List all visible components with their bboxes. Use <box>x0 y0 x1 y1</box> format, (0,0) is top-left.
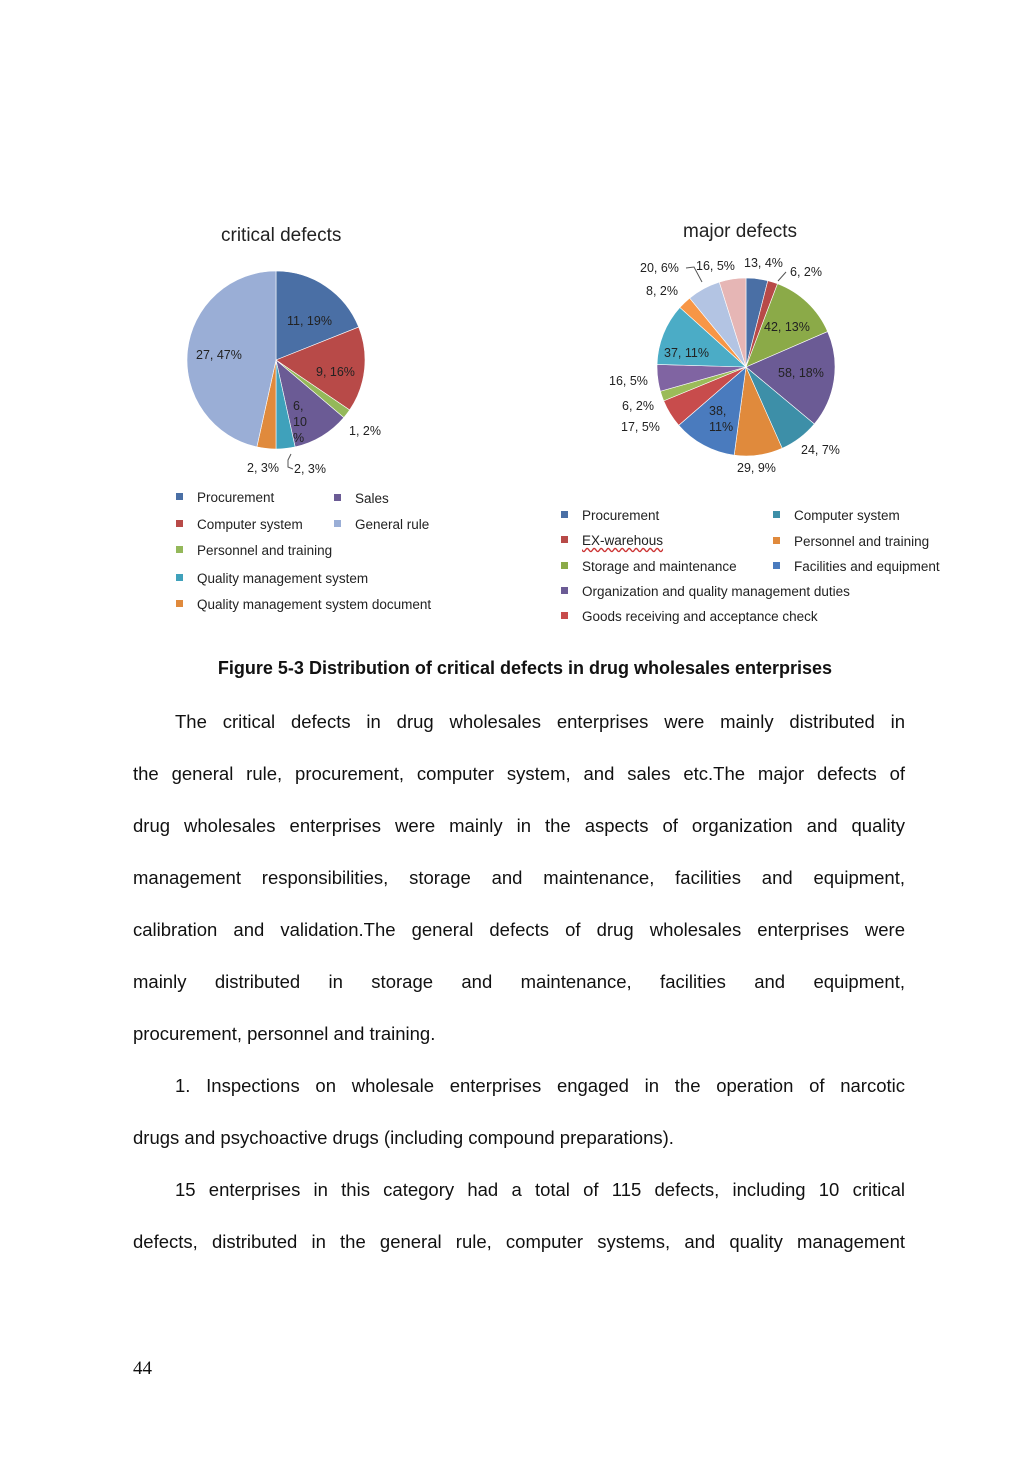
major-data-label-2: 42, 13% <box>764 320 810 334</box>
legend-swatch <box>334 520 341 527</box>
major-legend-procurement: Procurement <box>561 508 659 523</box>
critical-legend-procurement: Procurement <box>176 490 274 505</box>
legend-swatch <box>773 511 780 518</box>
legend-swatch <box>176 546 183 553</box>
major-legend-ex-warehous: EX-warehous <box>561 533 663 548</box>
text-line: calibration and validation.The general defects of drug wholesales enterprises were <box>133 919 905 940</box>
major-data-label-13: 16, 5% <box>696 259 735 273</box>
critical-legend-qms: Quality management system <box>176 571 368 586</box>
critical-data-label-3: 6, <box>293 399 304 413</box>
critical-legend-general-rule: General rule <box>334 517 429 532</box>
major-data-label-11: 8, 2% <box>646 284 678 298</box>
critical-data-label-4: 2, 3% <box>294 462 326 476</box>
major-legend-storage: Storage and maintenance <box>561 559 737 574</box>
major-data-label-12: 20, 6% <box>640 261 679 275</box>
major-data-label-5: 29, 9% <box>737 461 776 475</box>
legend-swatch <box>561 587 568 594</box>
paragraph-enterprises <box>133 1164 905 1268</box>
major-data-label-3: 58, 18% <box>778 366 824 380</box>
major-data-label-6: 11% <box>709 420 734 434</box>
major-data-label-6: 38, <box>709 404 727 418</box>
legend-swatch <box>561 562 568 569</box>
major-data-label-9: 16, 5% <box>609 374 648 388</box>
legend-swatch <box>176 493 183 500</box>
critical-legend-qms-document: Quality management system document <box>176 597 431 612</box>
legend-swatch <box>176 520 183 527</box>
text-line: management responsibilities, storage and maintenance, facilities and equipment, <box>133 867 905 888</box>
major-leader-line-1 <box>778 272 786 281</box>
paragraph-summary <box>133 696 905 1060</box>
critical-data-label-5: 2, 3% <box>247 461 279 475</box>
major-data-label-7: 17, 5% <box>621 420 660 434</box>
legend-swatch <box>773 562 780 569</box>
critical-data-label-6: 27, 47% <box>196 348 242 362</box>
text-line: defects, distributed in the general rule, computer systems, and quality management <box>133 1231 905 1252</box>
critical-legend-computer-system: Computer system <box>176 517 303 532</box>
major-legend-facilities: Facilities and equipment <box>773 559 940 574</box>
text-line: 1. Inspections on wholesale enterprises engaged in the operation of narcotic <box>175 1075 905 1096</box>
paragraph-inspections <box>133 1060 905 1164</box>
text-line: drugs and psychoactive drugs (including compound preparations). <box>133 1127 674 1148</box>
critical-chart-title: critical defects <box>221 225 342 246</box>
critical-data-label-0: 11, 19% <box>287 314 332 328</box>
major-chart-title: major defects <box>683 221 798 242</box>
critical-legend-sales: Sales <box>334 491 389 506</box>
text-line: mainly distributed in storage and maintenance, facilities and equipment, <box>133 971 905 992</box>
critical-data-label-3: 10 <box>293 415 307 429</box>
major-data-label-4: 24, 7% <box>801 443 840 457</box>
legend-swatch <box>773 537 780 544</box>
text-line: the general rule, procurement, computer system, and sales etc.The major defects of <box>133 763 905 784</box>
legend-swatch <box>561 612 568 619</box>
legend-swatch <box>176 574 183 581</box>
text-line: The critical defects in drug wholesales enterprises were mainly distributed in <box>175 711 905 732</box>
figure-caption: Figure 5-3 Distribution of critical defects in drug wholesales enterprises <box>217 658 833 678</box>
major-legend-organization: Organization and quality management duties <box>561 584 850 599</box>
text-line: drug wholesales enterprises were mainly in the aspects of organization and quality <box>133 815 905 836</box>
major-data-label-0: 13, 4% <box>744 256 783 270</box>
critical-data-label-2: 1, 2% <box>349 424 381 438</box>
critical-defects-pie <box>150 250 410 480</box>
major-defects-pie <box>600 245 900 485</box>
page-number: 44 <box>133 1358 152 1379</box>
major-legend-goods-receiving: Goods receiving and acceptance check <box>561 609 818 624</box>
critical-leader-line <box>288 454 293 469</box>
text-line: 15 enterprises in this category had a total of 115 defects, including 10 critical <box>175 1179 905 1200</box>
major-data-label-10: 37, 11% <box>664 346 709 360</box>
major-legend-computer-system: Computer system <box>773 508 900 523</box>
legend-swatch <box>561 511 568 518</box>
critical-data-label-3: % <box>293 431 305 445</box>
major-data-label-8: 6, 2% <box>622 399 654 413</box>
critical-data-label-1: 9, 16% <box>316 365 355 379</box>
critical-legend-personnel: Personnel and training <box>176 543 332 558</box>
legend-swatch <box>561 536 568 543</box>
text-line: procurement, personnel and training. <box>133 1023 436 1044</box>
major-data-label-1: 6, 2% <box>790 265 822 279</box>
legend-swatch <box>334 494 341 501</box>
legend-swatch <box>176 600 183 607</box>
major-legend-personnel: Personnel and training <box>773 534 929 549</box>
